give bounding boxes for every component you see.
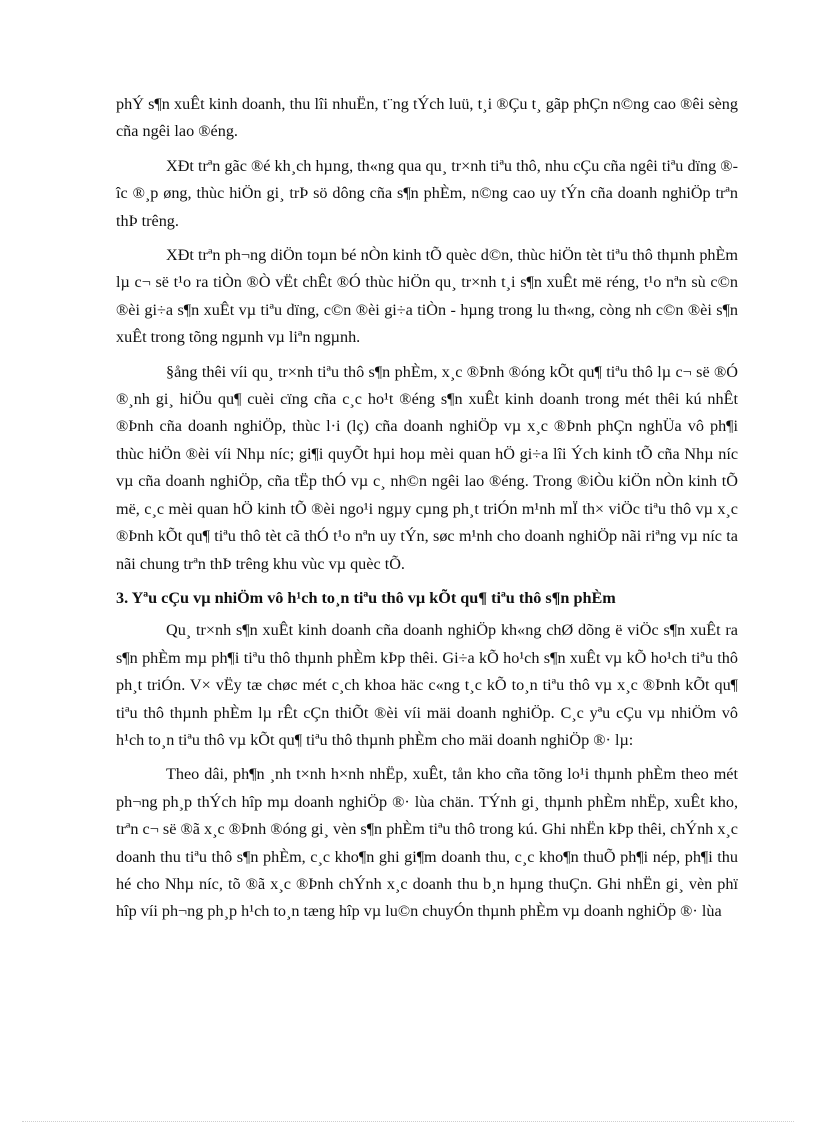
paragraph-2: XÐt trªn gãc ®é kh¸ch hµng, th«ng qua qu¸ tr×nh tiªu thô, nhu cÇu cña ngêi tiªu dïng ®îc ®¸p øng, thùc hiÖn gi¸ trÞ sö dông cña s¶n phÈm, n©ng cao uy tÝn cña doanh nghiÖp trªn thÞ trêng.	[116, 156, 738, 230]
section-heading: 3. Yªu cÇu vµ nhiÖm vô h¹ch to¸n tiªu thô vµ kÕt qu¶ tiªu thô s¶n phÈm	[116, 588, 616, 607]
paragraph-6: Theo dâi, ph¶n ¸nh t×nh h×nh nhËp, xuÊt, tån kho cña tõng lo¹i thµnh phÈm theo mét ph¬ng ph¸p thÝch hîp mµ doanh nghiÖp ®· lùa chän. TÝnh gi¸ thµnh phÈm nhËp, xuÊt kho, trªn c¬ së ®ã x¸c ®Þnh ®óng gi¸ vèn s¶n phÈm tiªu thô trong kú. Ghi nhËn kÞp thêi, chÝnh x¸c doanh thu tiªu thô s¶n phÈm, c¸c kho¶n ghi gi¶m doanh thu, c¸c kho¶n thuÕ ph¶i nép, ph¶i thu hé cho Nhµ níc, tõ ®ã x¸c ®Þnh chÝnh x¸c doanh thu b¸n hµng thuÇn. Ghi nhËn gi¸ vèn phï hîp víi ph¬ng ph¸p h¹ch to¸n tæng hîp vµ lu©n chuyÓn thµnh phÈm vµ doanh nghiÖp ®· lùa	[116, 765, 738, 921]
paragraph-3: XÐt trªn ph¬ng diÖn toµn bé nÒn kinh tÕ quèc d©n, thùc hiÖn tèt tiªu thô thµnh phÈm lµ c¬ së t¹o ra tiÒn ®Ò vËt chÊt ®Ó thùc hiÖn qu¸ tr×nh t¸i s¶n xuÊt më réng, t¹o nªn sù c©n ®èi gi÷a s¶n xuÊt vµ tiªu dïng, c©n ®èi gi÷a tiÒn - hµng trong lu th«ng, còng nh c©n ®èi s¶n xuÊt trong tõng ngµnh vµ liªn ngµnh.	[116, 246, 738, 347]
page-footer-divider	[22, 1121, 794, 1122]
document-body	[116, 91, 738, 933]
paragraph-4: §ång thêi víi qu¸ tr×nh tiªu thô s¶n phÈm, x¸c ®Þnh ®óng kÕt qu¶ tiªu thô lµ c¬ së ®Ó ®¸nh gi¸ hiÖu qu¶ cuèi cïng cña c¸c ho¹t ®éng s¶n xuÊt kinh doanh trong mét thêi kú nhÊt ®Þnh cña doanh nghiÖp, thùc l·i (lç) cña doanh nghiÖp vµ x¸c ®Þnh phÇn nghÜa vô ph¶i thùc hiÖn ®èi víi Nhµ níc; gi¶i quyÕt hµi hoµ mèi quan hÖ gi÷a lîi Ých kinh tÕ cña Nhµ níc vµ cña doanh nghiÖp, cña tËp thÓ vµ c¸ nh©n ngêi lao ®éng. Trong ®iÒu kiÖn nÒn kinh tÕ më, c¸c mèi quan hÖ kinh tÕ ®èi ngo¹i ngµy cµng ph¸t triÓn m¹nh mÏ th× viÖc tiªu thô vµ x¸c ®Þnh kÕt qu¶ tiªu thô tèt cã thÓ t¹o nªn uy tÝn, søc m¹nh cho doanh nghiÖp nãi riªng vµ níc ta nãi chung trªn thÞ trêng khu vùc vµ quèc tÕ.	[116, 362, 738, 573]
paragraph-5: Qu¸ tr×nh s¶n xuÊt kinh doanh cña doanh nghiÖp kh«ng chØ dõng ë viÖc s¶n xuÊt ra s¶n phÈm mµ ph¶i tiªu thô thµnh phÈm kÞp thêi. Gi÷a kÕ ho¹ch s¶n xuÊt vµ kÕ ho¹ch tiªu thô ph¸t triÓn. V× vËy tæ chøc mét c¸ch khoa häc c«ng t¸c kÕ to¸n tiªu thô vµ x¸c ®Þnh kÕt qu¶ tiªu thô thµnh phÈm lµ rÊt cÇn thiÕt ®èi víi mäi doanh nghiÖp. C¸c yªu cÇu vµ nhiÖm vô h¹ch to¸n tiªu thô vµ kÕt qu¶ tiªu thô thµnh phÈm cho mäi doanh nghiÖp ®· lµ:	[116, 621, 738, 749]
paragraph-1: phÝ s¶n xuÊt kinh doanh, thu lîi nhuËn, t¨ng tÝch luü, t¸i ®Çu t¸ gãp phÇn n©ng cao ®êi sèng cña ngêi lao ®éng.	[116, 95, 738, 141]
